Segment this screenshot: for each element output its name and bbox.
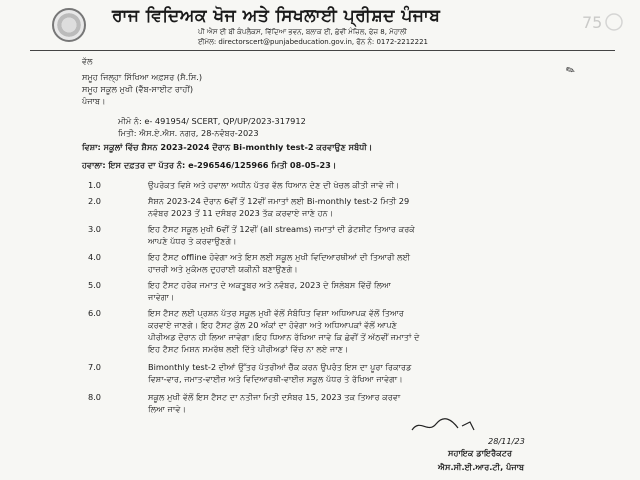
scert-emblem-icon bbox=[52, 8, 86, 42]
point-number: 3.0 bbox=[88, 224, 102, 234]
point-text: ਸੈਸ਼ਨ 2023-24 ਦੌਰਾਨ 6ਵੀਂ ਤੋਂ 12ਵੀਂ ਜਮਾਤਾਂ ਲਈ Bi-monthly test-2 ਮਿਤੀ 29 bbox=[148, 196, 410, 206]
point-text: Bimonthly test-2 ਦੀਆਂ ਉੱਤਰ ਪੱਤਰੀਆਂ ਚੈੱਕ ਕਰਨ ਉਪਰੰਤ ਇਸ ਦਾ ਪੂਰਾ ਰਿਕਾਰਡ bbox=[148, 362, 412, 372]
page-title: ਰਾਜ ਵਿਦਿਅਕ ਖੋਜ ਅਤੇ ਸਿਖਲਾਈ ਪ੍ਰੀਸ਼ਦ ਪੰਜਾਬ bbox=[112, 6, 441, 26]
to-label: ਵੱਲ bbox=[82, 56, 93, 66]
point-number: 4.0 bbox=[88, 252, 102, 262]
pen-icon: ✎ bbox=[563, 62, 578, 79]
point-text: ਇਹ ਟੈਸਟ ਸਕੂਲ ਮੁਖੀ 6ਵੀਂ ਤੋਂ 12ਵੀਂ (all streams) ਜਮਾਤਾਂ ਦੀ ਡੇਟਸ਼ੀਟ ਤਿਆਰ ਕਰਕੇ bbox=[148, 224, 415, 234]
point-text: ਸਕੂਲ ਮੁਖੀ ਵੱਲੋਂ ਇਸ ਟੈਸਟ ਦਾ ਨਤੀਜਾ ਮਿਤੀ ਦਸੰਬਰ 15, 2023 ਤਕ ਤਿਆਰ ਕਰਵਾ bbox=[148, 392, 401, 402]
point-number: 6.0 bbox=[88, 308, 102, 318]
point-text: ਇਸ ਟੈਸਟ ਲਈ ਪ੍ਰਸ਼ਨ ਪੱਤਰ ਸਕੂਲ ਮੁਖੀ ਵੱਲੋਂ ਸੰਬੰਧਿਤ ਵਿਸ਼ਾ ਅਧਿਆਪਕ ਵੱਲੋਂ ਤਿਆਰ bbox=[148, 308, 404, 318]
signatory-office: ਐਸ.ਸੀ.ਈ.ਆਰ.ਟੀ, ਪੰਜਾਬ bbox=[438, 462, 525, 472]
point-text: ਉਪਰੋਕਤ ਵਿਸ਼ੇ ਅਤੇ ਹਵਾਲਾ ਅਧੀਨ ਪੱਤਰ ਵੱਲ ਧਿਆਨ ਦੇਣ ਦੀ ਖੇਚਲ ਕੀਤੀ ਜਾਵੇ ਜੀ। bbox=[148, 180, 400, 190]
office-email-phone: ਈਮੇਲ: directorscert@punjabeducation.gov.in, ਫੋਨ ਨੰ: 0172-2212221 bbox=[198, 38, 428, 46]
memo-number: ਮੀਮੋ ਨੰ: e- 491954/ SCERT, QP/UP/2023-317912 bbox=[118, 116, 306, 126]
point-text: ਆਪਣੇ ਪੱਧਰ ਤੇ ਕਰਵਾਉਣਗੇ। bbox=[148, 236, 237, 246]
point-number: 7.0 bbox=[88, 362, 102, 372]
point-text: ਜਾਵੇਗਾ। bbox=[148, 292, 175, 302]
point-text: ਕਰਵਾਏ ਜਾਣਗੇ। ਇਹ ਟੈਸਟ ਕੁੱਲ 20 ਅੰਕਾਂ ਦਾ ਹੋਵੇਗਾ ਅਤੇ ਅਧਿਆਪਕਾਂ ਵੱਲੋਂ ਆਪਣੇ bbox=[148, 320, 397, 330]
memo-date: ਮਿਤੀ: ਐਸ.ਏ.ਐਸ. ਨਗਰ, 28-ਨਵੰਬਰ-2023 bbox=[118, 128, 259, 138]
office-address: ਪੀ ਐਸ ਈ ਬੀ ਕੰਪਲੈਕਸ, ਵਿੱਦਿਆ ਭਵਨ, ਬਲਾਕ ਈ, ਛੇਵੀਂ ਮੰਜ਼ਿਲ, ਫੇਜ਼ 8, ਮੋਹਾਲੀ bbox=[198, 28, 407, 36]
point-text: ਨਵੰਬਰ 2023 ਤੋਂ 11 ਦਸੰਬਰ 2023 ਤੱਕ ਕਰਵਾਏ ਜਾਣੇ ਹਨ। bbox=[148, 208, 334, 218]
signature-date: 28/11/23 bbox=[488, 436, 525, 446]
point-number: 1.0 bbox=[88, 180, 102, 190]
point-text: ਹਾਜ਼ਰੀ ਅਤੇ ਮੁਕੰਮਲ ਦੁਹਰਾਈ ਯਕੀਨੀ ਬਣਾਉਣਗੇ। bbox=[148, 264, 298, 274]
recipient-line-1: ਸਮੂਹ ਜਿਲ੍ਹਾ ਸਿੱਖਿਆ ਅਫ਼ਸਰ (ਸੈ.ਸਿ.) bbox=[82, 72, 203, 82]
anniversary-logo-icon bbox=[580, 10, 624, 36]
point-text: ਵਿਸ਼ਾ-ਵਾਰ, ਜਮਾਤ-ਵਾਈਜ਼ ਅਤੇ ਵਿਦਿਆਰਥੀ-ਵਾਈਜ਼ ਸਕੂਲ ਪੱਧਰ ਤੇ ਰੱਖਿਆ ਜਾਵੇਗਾ। bbox=[148, 374, 403, 384]
point-number: 2.0 bbox=[88, 196, 102, 206]
header-divider bbox=[30, 50, 615, 51]
signatory-title: ਸਹਾਇਕ ਡਾਇਰੈਕਟਰ bbox=[448, 448, 513, 458]
point-number: 8.0 bbox=[88, 392, 102, 402]
reference-line: ਹਵਾਲਾ: ਇਸ ਦਫ਼ਤਰ ਦਾ ਪੱਤਰ ਨੰ: e-296546/125966 ਮਿਤੀ 08-05-23। bbox=[82, 160, 337, 170]
subject-line: ਵਿਸ਼ਾ: ਸਕੂਲਾਂ ਵਿੱਚ ਸ਼ੈਸਨ 2023-2024 ਦੌਰਾਨ Bi-monthly test-2 ਕਰਵਾਉਣ ਸਬੰਧੀ। bbox=[82, 142, 373, 152]
recipient-line-2: ਸਮੂਹ ਸਕੂਲ ਮੁਖੀ (ਵੈੱਬ-ਸਾਈਟ ਰਾਹੀਂ) bbox=[82, 84, 194, 94]
point-text: ਲਿਆ ਜਾਵੇ। bbox=[148, 404, 187, 414]
point-text: ਇਹ ਟੈਸਟ ਹਰੇਕ ਜਮਾਤ ਦੇ ਅਕਤੂਬਰ ਅਤੇ ਨਵੰਬਰ, 2023 ਦੇ ਸਿਲੇਬਸ ਵਿੱਚੋਂ ਲਿਆ bbox=[148, 280, 391, 290]
svg-text:75: 75 bbox=[582, 13, 603, 32]
point-text: ਇਹ ਟੈਸਟ offline ਹੋਵੇਗਾ ਅਤੇ ਇਸ ਲਈ ਸਕੂਲ ਮੁਖੀ ਵਿਦਿਆਰਥੀਆਂ ਦੀ ਤਿਆਰੀ ਲਈ bbox=[148, 252, 411, 262]
handwritten-signature bbox=[408, 416, 528, 436]
point-text: ਇਹ ਟੈਸਟ ਮਿਸ਼ਨ ਸਮਰੱਥ ਲਈ ਦਿੱਤੇ ਪੀਰੀਅਡਾਂ ਵਿੱਚ ਨਾ ਲਏ ਜਾਣ। bbox=[148, 344, 349, 354]
point-text: ਪੀਰੀਅਡ ਦੌਰਾਨ ਹੀ ਲਿਆ ਜਾਵੇਗਾ।ਇਹ ਧਿਆਨ ਰੱਖਿਆ ਜਾਵੇ ਕਿ ਛੇਵੀਂ ਤੋਂ ਅੱਠਵੀਂ ਜਮਾਤਾਂ ਦੇ bbox=[148, 332, 420, 342]
recipient-line-3: ਪੰਜਾਬ। bbox=[82, 96, 106, 106]
point-number: 5.0 bbox=[88, 280, 102, 290]
